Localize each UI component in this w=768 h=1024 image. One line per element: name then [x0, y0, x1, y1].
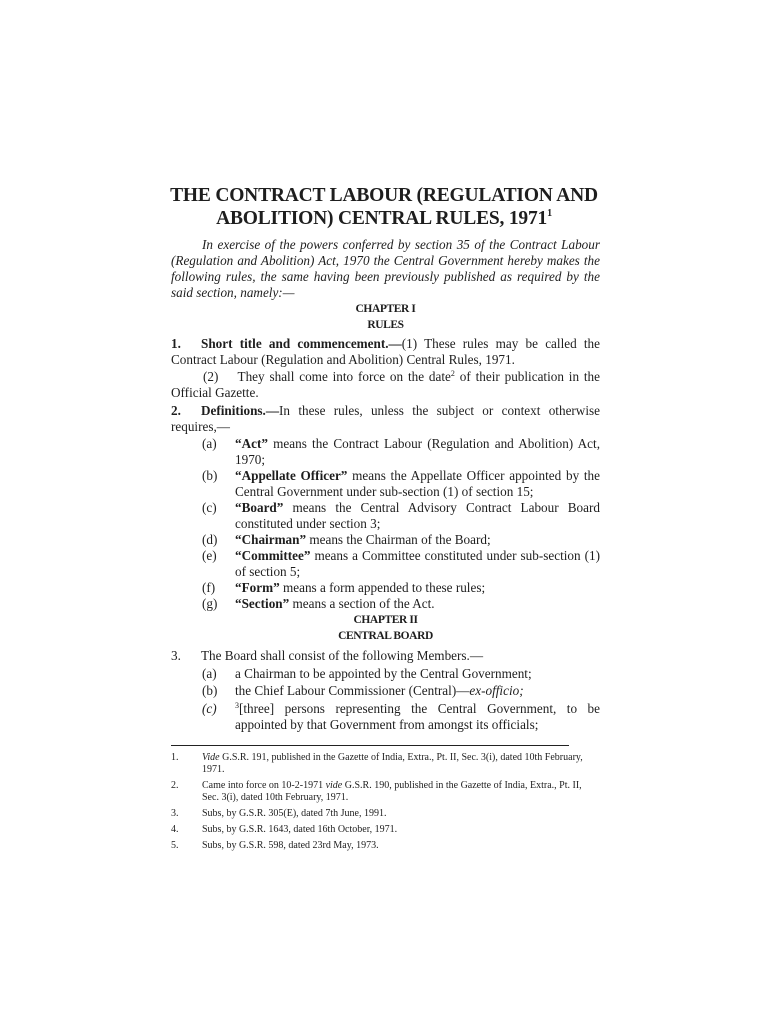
board-member-item: (b) the Chief Labour Commissioner (Central)—ex-officio; [202, 683, 524, 698]
definition-item: (c) “Board” means the Central Advisory Contract Labour Board constituted under section 3; [202, 500, 600, 531]
definition-item: (e) “Committee” means a Committee constituted under sub-section (1) of section 5; [202, 548, 600, 579]
preamble: In exercise of the powers conferred by section 35 of the Contract Labour (Regulation and Abolition) Act, 1970 the Central Government hereby makes the following rules, the same having been previously published as required by the said section, namely:— [171, 237, 600, 300]
definition-item: (g) “Section” means a section of the Act. [202, 596, 435, 611]
rule-1-heading: Short title and commencement.— [201, 336, 402, 351]
footnote: 1. Vide G.S.R. 191, published in the Gazette of India, Extra., Pt. II, Sec. 3(i), dated 10th February, 1971. [171, 752, 583, 775]
chapter-2-heading: CHAPTER II [353, 614, 418, 626]
footnote: 4. Subs, by G.S.R. 1643, dated 16th October, 1971. [171, 824, 398, 835]
footnote-divider [171, 745, 569, 746]
chapter-1-subheading: RULES [367, 319, 404, 331]
board-members-list [171, 666, 600, 733]
board-member-item: (a) a Chairman to be appointed by the Central Government; [202, 666, 532, 681]
rule-1 [171, 336, 600, 368]
title-footnote-mark: 1 [547, 208, 552, 219]
title-line-1: THE CONTRACT LABOUR (REGULATION AND [170, 185, 598, 206]
rule-3-number: 3. [171, 648, 181, 663]
rule-1-text: (1) These rules may be called the Contract Labour (Regulation and Abolition) Central Rules, 1971. [171, 336, 600, 367]
title-line-2: ABOLITION) CENTRAL RULES, 1971$^1$ [216, 208, 552, 229]
footnotes [171, 752, 591, 856]
chapter-2-subheading: CENTRAL BOARD [338, 630, 433, 642]
definitions-list [171, 436, 600, 612]
rule-2-text: In these rules, unless the subject or context otherwise requires,— [171, 403, 600, 434]
board-member-item: (c) $^3$[three] persons representing the Central Government, to be appointed by that Government from amongst its officials; [202, 701, 600, 732]
definition-item: (a) “Act” means the Contract Labour (Regulation and Abolition) Act, 1970; [202, 436, 600, 467]
footnote: 2. Came into force on 10-2-1971 vide G.S.R. 190, published in the Gazette of India, Extra., Pt. II, Sec. 3(i), dated 10th February, 1971. [171, 780, 582, 803]
rule-2 [171, 403, 600, 435]
rule-2-number: 2. [171, 403, 181, 418]
rule-3 [171, 648, 600, 664]
footnote-mark-3: 3 [235, 701, 239, 710]
footnote: 5. Subs, by G.S.R. 598, dated 23rd May, 1973. [171, 840, 379, 851]
rule-1-subrule-2: (2) They shall come into force on the date$^2$ of their publication in the Official Gazette. [171, 369, 601, 400]
footnote-mark-2: 2 [450, 369, 455, 378]
document-title [150, 184, 618, 230]
rule-1-number: 1. [171, 336, 181, 351]
rule-3-text: The Board shall consist of the following Members.— [201, 648, 484, 663]
definition-item: (b) “Appellate Officer” means the Appellate Officer appointed by the Central Government under sub-section (1) of section 15; [202, 468, 600, 499]
chapter-1-heading: CHAPTER I [355, 303, 416, 315]
footnote: 3. Subs, by G.S.R. 305(E), dated 7th June, 1991. [171, 808, 387, 819]
rule-2-heading: Definitions.— [201, 403, 280, 418]
definition-item: (d) “Chairman” means the Chairman of the Board; [202, 532, 491, 547]
definition-item: (f) “Form” means a form appended to these rules; [202, 580, 486, 595]
